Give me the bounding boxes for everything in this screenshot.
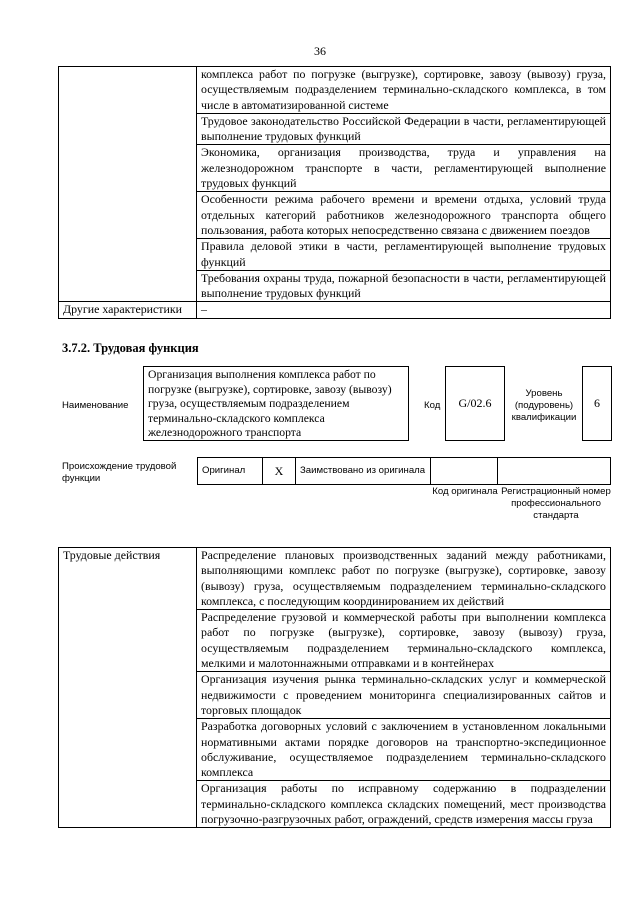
table-cell: Распределение грузовой и коммерческой работы при выполнении комплекса работ по погрузке (выгрузке), сортировке, завозу (вывозу) груза, осуществляемым подразделением терминально-складского комплекса, мелкими и малотоннажными отправками и в контейнерах xyxy=(197,610,611,672)
original-code-caption: Код оригинала xyxy=(432,486,498,497)
naming-value: Организация выполнения комплекса работ по погрузке (выгрузке), сортировке, завозу (вывозу) груза, осуществляемым подразделением терминально-складского комплекса железнодорожного транспорта xyxy=(143,366,409,441)
qualification-level-label: Уровень (подуровень) квалификации xyxy=(511,388,577,423)
registration-number-cell xyxy=(498,458,611,485)
table-cell: Организация работы по исправному содержанию в подразделении терминально-складского комплекса складских помещений, мест производства погрузочно-разгрузочных работ, ограждений, средств измерения массы груза xyxy=(197,781,611,828)
table-cell-empty xyxy=(59,67,197,302)
borrowed-label: Заимствовано из оригинала xyxy=(296,458,431,485)
table-cell: Разработка договорных условий с заключением в установленном локальными нормативными актами порядке договоров на транспортно-экспедиционное обслуживание, осуществляемое подразделением терминально-складского комплекса xyxy=(197,719,611,781)
other-characteristics-label: Другие характеристики xyxy=(59,302,197,318)
table-cell: Организация изучения рынка терминально-складских услуг и коммерческой недвижимости с проведением мониторинга специализированных сайтов и торговых площадок xyxy=(197,672,611,719)
table-row xyxy=(59,548,611,610)
other-characteristics-value: – xyxy=(197,302,611,318)
registration-number-caption: Регистрационный номер профессионального стандарта xyxy=(501,486,611,521)
table-cell: Экономика, организация производства, труда и управления на железнодорожном транспорте в части, регламентирующей выполнение трудовых функций xyxy=(197,145,611,192)
table-cell: Особенности режима рабочего времени и времени отдыха, условий труда отдельных категорий работников железнодорожного транспорта общего пользования, работа которых непосредственно связана с движением поездов xyxy=(197,192,611,239)
table-row xyxy=(59,302,611,318)
page-number: 36 xyxy=(314,44,326,58)
code-value: G/02.6 xyxy=(445,366,505,441)
labor-actions-label: Трудовые действия xyxy=(59,548,197,828)
naming-label: Наименование xyxy=(62,400,129,411)
table-cell: Правила деловой этики в части, регламентирующей выполнение трудовых функций xyxy=(197,239,611,271)
section-heading: 3.7.2. Трудовая функция xyxy=(62,341,199,355)
table-cell: Трудовое законодательство Российской Федерации в части, регламентирующей выполнение трудовых функций xyxy=(197,113,611,145)
origin-table xyxy=(197,457,611,485)
code-label: Код xyxy=(424,400,441,411)
original-mark: X xyxy=(263,458,296,485)
table-cell: Требования охраны труда, пожарной безопасности в части, регламентирующей выполнение трудовых функций xyxy=(197,270,611,302)
table-cell: Распределение плановых производственных заданий между работниками, выполняющими комплекс работ по погрузке (выгрузке), сортировке, завозу (вывозу) груза, осуществляемым подразделением терминально-складского комплекса, с последующим координированием их действий xyxy=(197,548,611,610)
table-cell: комплекса работ по погрузке (выгрузке), сортировке, завозу (вывозу) груза, осуществляемым подразделением терминально-складского комплекса, в том числе в автоматизированной системе xyxy=(197,67,611,114)
original-code-cell xyxy=(431,458,498,485)
original-label: Оригинал xyxy=(198,458,263,485)
origin-label: Происхождение трудовой функции xyxy=(62,461,177,484)
table-row xyxy=(59,67,611,114)
qualification-level-value: 6 xyxy=(582,366,612,441)
continuation-table xyxy=(58,66,611,319)
table-row xyxy=(198,458,611,485)
labor-actions-table xyxy=(58,547,611,828)
